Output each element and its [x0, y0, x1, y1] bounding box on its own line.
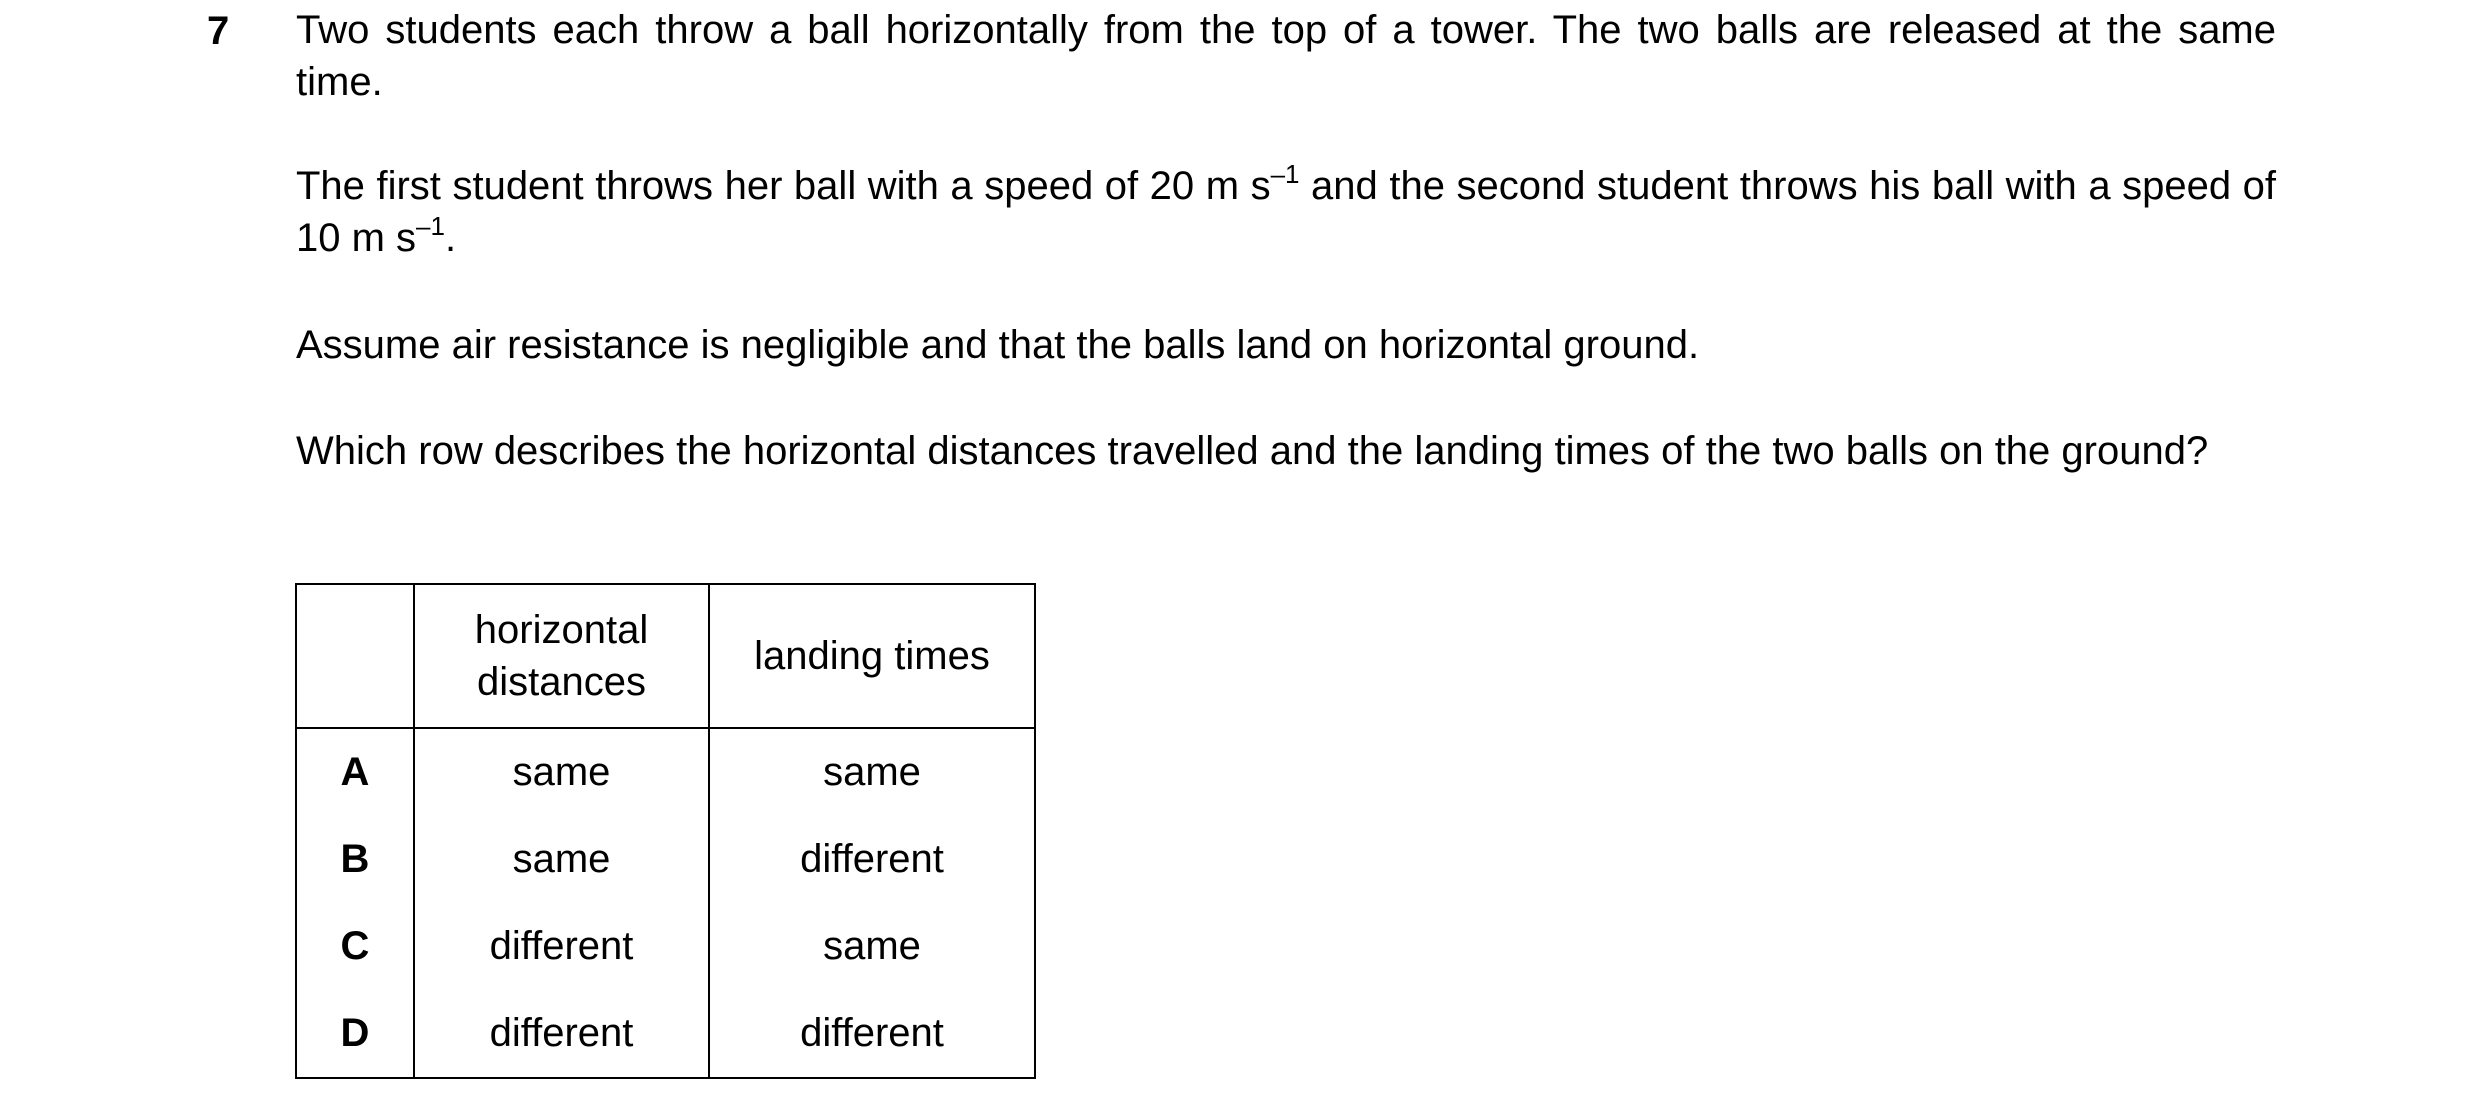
option-distances: same: [414, 816, 709, 903]
option-distances: different: [414, 903, 709, 990]
speeds-text-end: .: [444, 216, 457, 260]
option-distances: same: [414, 728, 709, 816]
header-distances-line1: horizontal: [474, 608, 649, 652]
answer-options-table: [295, 583, 1036, 1079]
option-key: D: [296, 990, 414, 1078]
speeds-text-part2: and the second student throws his ball with a speed of 10 m s: [296, 164, 2277, 260]
unit-exponent-1: –1: [1270, 158, 1300, 189]
option-row-c[interactable]: [296, 903, 1035, 990]
option-times: same: [709, 728, 1035, 816]
option-key: B: [296, 816, 414, 903]
header-distances-line2: distances: [477, 660, 646, 704]
option-times: same: [709, 903, 1035, 990]
question-speeds: [296, 160, 2276, 264]
option-times: different: [709, 990, 1035, 1078]
option-distances: different: [414, 990, 709, 1078]
question-prompt: Which row describes the horizontal distances travelled and the landing times of the two balls on the ground?: [296, 429, 2209, 473]
header-blank-cell: [296, 584, 414, 728]
unit-exponent-2: –1: [416, 210, 445, 241]
option-row-a[interactable]: [296, 728, 1035, 816]
header-landing-times: landing times: [709, 584, 1035, 728]
question-assumption: Assume air resistance is negligible and that the balls land on horizontal ground.: [296, 323, 1700, 367]
option-key: A: [296, 728, 414, 816]
option-row-b[interactable]: [296, 816, 1035, 903]
header-horizontal-distances: [414, 584, 709, 728]
option-times: different: [709, 816, 1035, 903]
question-intro: Two students each throw a ball horizontally from the top of a tower. The two balls are released at the same time.: [296, 8, 2276, 104]
option-row-d[interactable]: [296, 990, 1035, 1078]
table-header-row: [296, 584, 1035, 728]
question-number: 7: [207, 9, 230, 53]
option-key: C: [296, 903, 414, 990]
speeds-text-part1: The first student throws her ball with a speed of 20 m s: [296, 164, 1271, 208]
